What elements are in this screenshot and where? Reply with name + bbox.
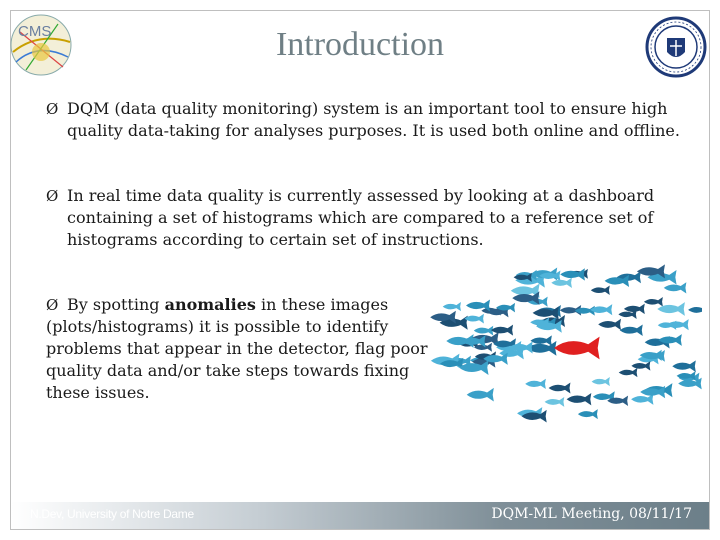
bullet-text-post: in these images (plots/histograms) it is possible to identify problems that appear in the detector, flag poor quality data and/or take steps towards fixing these issues.: [46, 295, 428, 402]
blue-fish: [672, 360, 696, 372]
blue-fish: [560, 268, 585, 280]
bullet-anomalies: [46, 294, 436, 404]
blue-fish: [664, 282, 687, 293]
blue-fish: [578, 409, 598, 419]
blue-fish: [465, 314, 484, 324]
blue-fish: [644, 297, 663, 306]
blue-fish: [667, 319, 689, 330]
bullet-arrow-icon: Ø: [46, 296, 59, 314]
bullet-emphasis: anomalies: [164, 295, 256, 314]
blue-fish: [491, 325, 513, 336]
blue-fish: [545, 397, 565, 407]
bullet-arrow-icon: Ø: [46, 187, 59, 205]
blue-fish: [443, 302, 461, 311]
bullet-dqm: [46, 98, 686, 142]
blue-fish: [591, 285, 610, 294]
blue-fish: [598, 319, 621, 330]
blue-fish: [474, 326, 493, 336]
blue-fish: [688, 305, 702, 315]
blue-fish: [467, 388, 494, 402]
bullet-text: DQM (data quality monitoring) system is an important tool to ensure high quality data-taking for analyses purposes. It is used both online and offline.: [67, 99, 680, 140]
bullet-text: In real time data quality is currently assessed by looking at a dashboard containing a set of histograms which are compared to a reference set of histograms according to certain set of instructions.: [67, 186, 655, 249]
blue-fish: [619, 368, 638, 377]
blue-fish: [549, 383, 571, 394]
footer-meeting: DQM-ML Meeting, 08/11/17: [491, 506, 692, 522]
blue-fish: [620, 324, 643, 336]
blue-fish: [631, 361, 650, 370]
fish-school-illustration: [412, 248, 702, 428]
blue-fish: [567, 393, 592, 405]
blue-fish: [551, 278, 572, 288]
blue-fish: [525, 379, 546, 389]
blue-fish: [592, 377, 610, 386]
red-fish-anomaly: [554, 337, 600, 360]
slide-title: Introduction: [275, 26, 445, 63]
svg-text:CMS: CMS: [18, 23, 52, 40]
bullet-text-pre: By spotting: [67, 295, 165, 314]
bullet-arrow-icon: Ø: [46, 100, 59, 118]
bullet-realtime: [46, 185, 686, 251]
footer-author: N.Dev, University of Notre Dame: [30, 507, 194, 521]
